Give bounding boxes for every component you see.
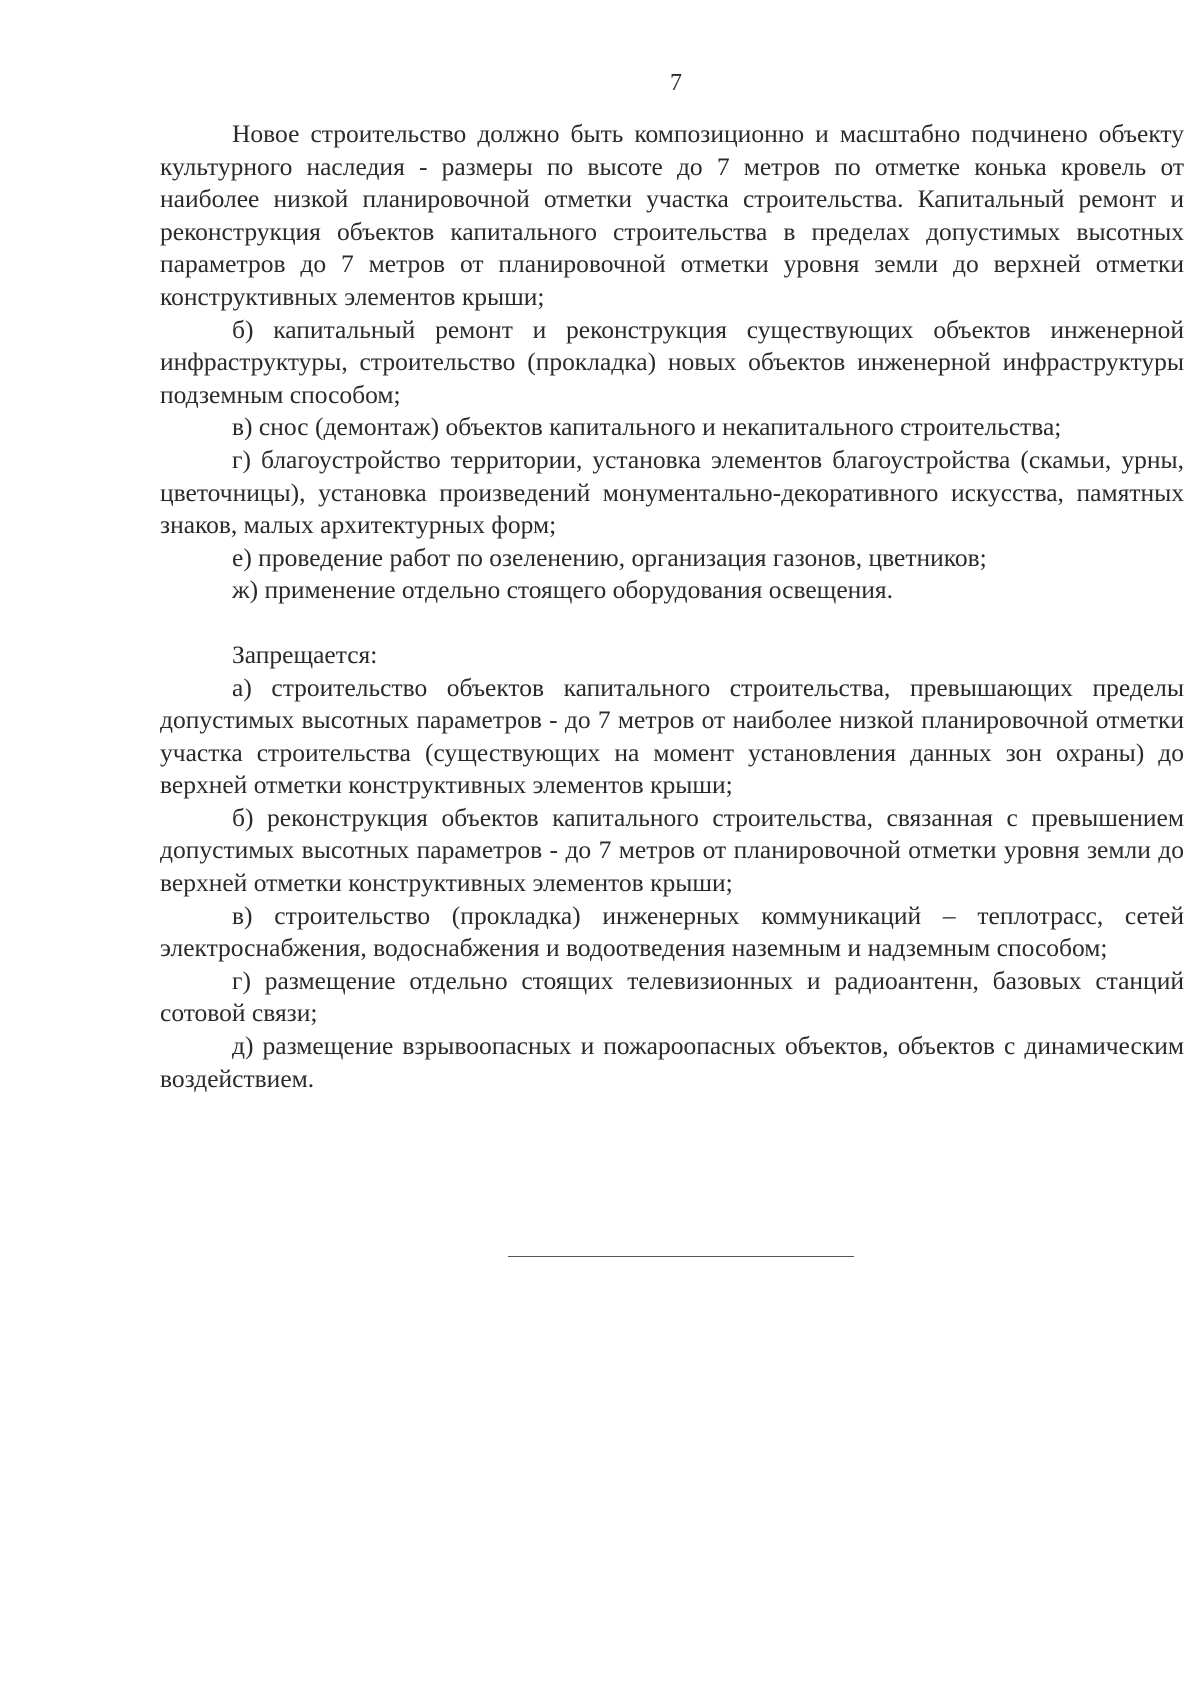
allowed-item-v: в) снос (демонтаж) объектов капитального и некапитального строительства; <box>232 412 1062 442</box>
end-divider-line <box>508 1256 854 1257</box>
section-spacer <box>160 607 1184 639</box>
prohibited-item-a: а) строительство объектов капитального строительства, превышающих пределы допустимых высотных параметров - до 7 метров от наиболее низкой планировочной отметки участка строительства (существующих на момент установления данных зон охраны) до верхней отметки конструктивных элементов крыши; <box>160 672 1184 800</box>
intro-paragraph: Новое строительство должно быть композиционно и масштабно подчинено объекту культурного наследия - размеры по высоте до 7 метров по отметке конька кровель от наиболее низкой планировочной отметки участка строительства. Капитальный ремонт и реконструкция объектов капитального строительства в пределах допустимых высотных параметров до 7 метров от планировочной отметки уровня земли до верхней отметки конструктивных элементов крыши; <box>160 119 1184 311</box>
prohibited-heading: Запрещается: <box>232 639 378 669</box>
allowed-item-g: г) благоустройство территории, установка элементов благоустройства (скамьи, урны, цветочницы), установка произведений монументально-декоративного искусства, памятных знаков, малых архитектурных форм; <box>160 444 1184 540</box>
prohibited-item-g: г) размещение отдельно стоящих телевизионных и радиоантенн, базовых станций сотовой связи; <box>160 965 1184 1028</box>
allowed-item-e: е) проведение работ по озеленению, организация газонов, цветников; <box>232 542 987 572</box>
prohibited-item-v: в) строительство (прокладка) инженерных коммуникаций – теплотрасс, сетей электроснабжения, водоснабжения и водоотведения наземным и надземным способом; <box>160 900 1184 963</box>
prohibited-item-b: б) реконструкция объектов капитального строительства, связанная с превышением допустимых высотных параметров - до 7 метров от планировочной отметки уровня земли до верхней отметки конструктивных элементов крыши; <box>160 802 1184 898</box>
page-number: 7 <box>670 70 682 96</box>
allowed-item-b: б) капитальный ремонт и реконструкция существующих объектов инженерной инфраструктуры, строительство (прокладка) новых объектов инженерной инфраструктуры подземным способом; <box>160 314 1184 409</box>
document-body <box>160 118 1184 1095</box>
prohibited-item-d: д) размещение взрывоопасных и пожароопасных объектов, объектов с динамическим воздействием. <box>160 1031 1184 1093</box>
allowed-item-zh: ж) применение отдельно стоящего оборудования освещения. <box>232 575 894 605</box>
